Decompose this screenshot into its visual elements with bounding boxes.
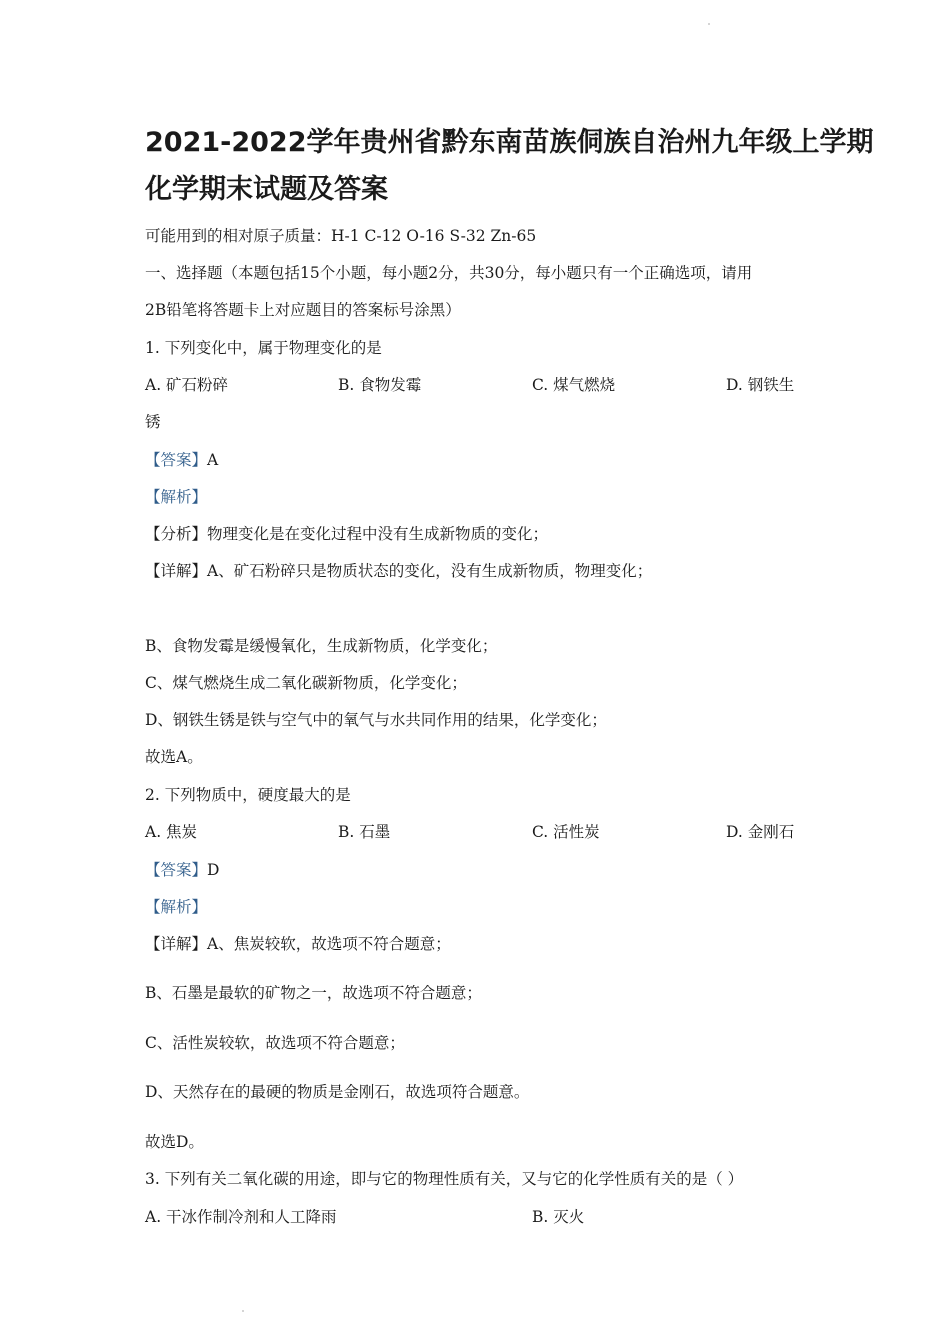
question-1-option-b: B. 食物发霉 [338,376,422,394]
answer-tag: 【答案】 [145,451,208,469]
detail-text: A、矿石粉碎只是物质状态的变化，没有生成新物质，物理变化； [207,562,653,580]
scan-speck-top [708,23,710,25]
question-1-stem: 1. 下列变化中，属于物理变化的是 [145,339,382,357]
detail-text: A、焦炭较软，故选项不符合题意； [207,935,451,953]
question-3-stem: 3. 下列有关二氧化碳的用途，即与它的物理性质有关，又与它的化学性质有关的是（ ） [145,1170,744,1188]
question-2-option-a: A. 焦炭 [145,823,198,841]
question-3-option-b: B. 灭火 [532,1208,585,1226]
question-1-option-a: A. 矿石粉碎 [145,376,229,394]
question-1-line-b: B、食物发霉是缓慢氧化，生成新物质，化学变化； [145,637,498,655]
detail-tag: 【详解】 [145,562,208,580]
section-heading-line-1: 一、选择题（本题包括15个小题，每小题2分，共30分，每小题只有一个正确选项，请用 [145,264,753,282]
question-2-line-c: C、活性炭较软，故选项不符合题意； [145,1034,405,1052]
question-1-detail [145,561,652,581]
question-1-line-d: D、钢铁生锈是铁与空气中的氧气与水共同作用的结果，化学变化； [145,711,607,729]
fenxi-text: 物理变化是在变化过程中没有生成新物质的变化； [207,525,549,543]
question-2-answer [145,860,219,880]
page-title-line-2: 化学期末试题及答案 [145,174,388,205]
question-3-option-a: A. 干冰作制冷剂和人工降雨 [145,1208,337,1226]
question-2-analysis-tag: 【解析】 [145,898,208,916]
question-2-detail [145,934,451,954]
question-2-conclusion: 故选D。 [145,1133,204,1151]
question-2-line-b: B、石墨是最软的矿物之一，故选项不符合题意； [145,984,482,1002]
answer-value: D [207,861,220,879]
question-1-analysis-tag: 【解析】 [145,488,208,506]
atomic-masses: 可能用到的相对原子质量：H-1 C-12 O-16 S-32 Zn-65 [145,227,537,245]
question-1-answer [145,450,218,470]
detail-tag: 【详解】 [145,935,208,953]
page-title-line-1: 2021-2022学年贵州省黔东南苗族侗族自治州九年级上学期 [145,127,874,158]
question-2-option-c: C. 活性炭 [532,823,600,841]
answer-tag: 【答案】 [145,861,208,879]
question-1-line-c: C、煤气燃烧生成二氧化碳新物质，化学变化； [145,674,467,692]
section-heading-line-2: 2B铅笔将答题卡上对应题目的答案标号涂黑） [145,301,461,319]
scan-speck-bottom [242,1310,244,1312]
question-2-stem: 2. 下列物质中，硬度最大的是 [145,786,351,804]
question-2-option-b: B. 石墨 [338,823,391,841]
question-1-fenxi [145,524,548,544]
fenxi-tag: 【分析】 [145,525,208,543]
question-2-option-d: D. 金刚石 [726,823,795,841]
question-1-conclusion: 故选A。 [145,748,203,766]
answer-value: A [207,451,219,469]
question-1-option-c: C. 煤气燃烧 [532,376,616,394]
question-2-line-d: D、天然存在的最硬的物质是金刚石，故选项符合题意。 [145,1083,530,1101]
question-1-option-d: D. 钢铁生 [726,376,795,394]
question-1-option-d-wrap: 锈 [145,413,161,431]
